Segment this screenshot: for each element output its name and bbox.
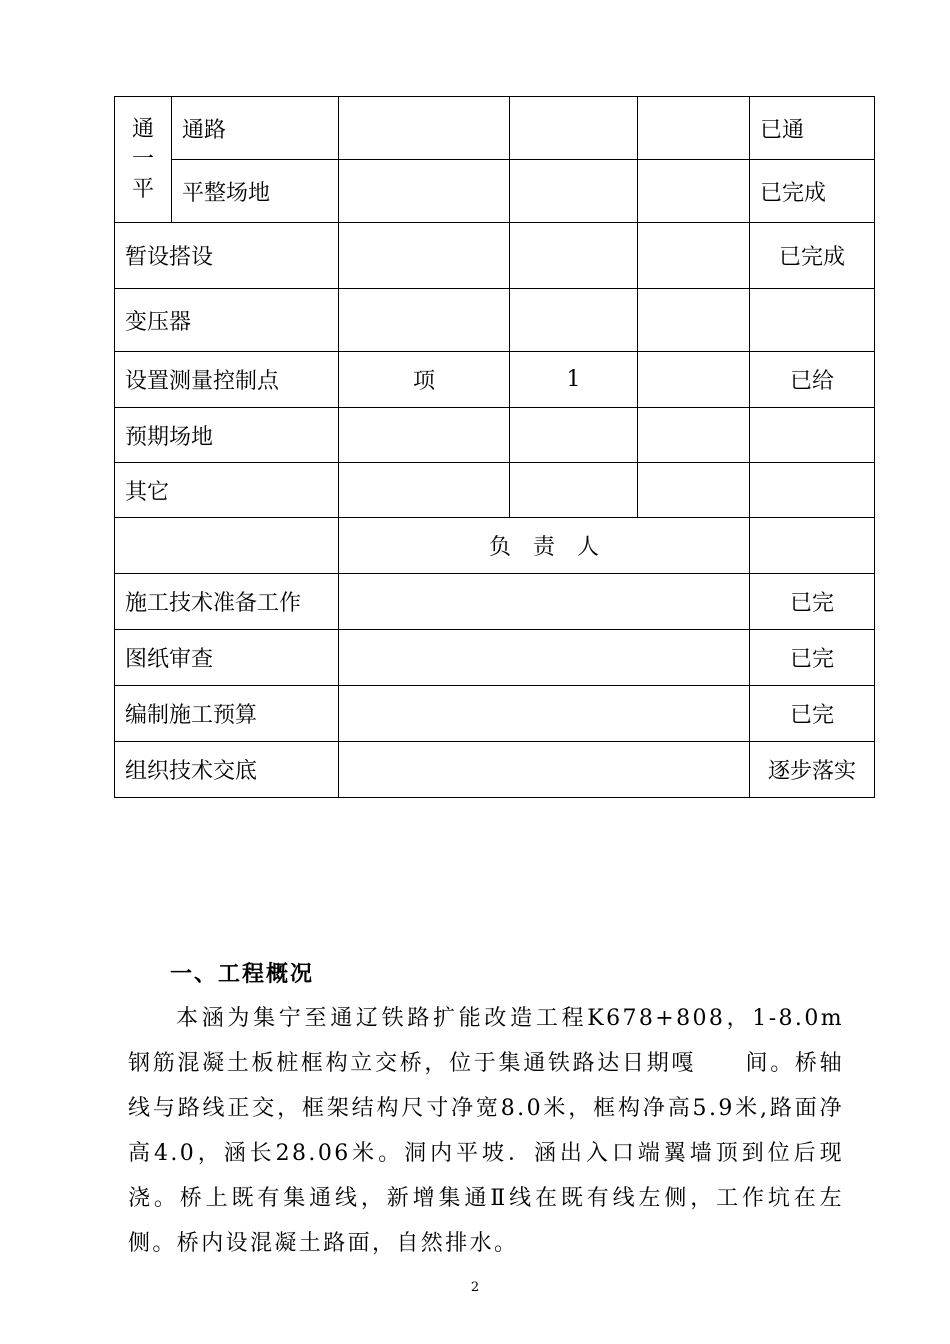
unit-cell — [339, 408, 510, 463]
status-cell: 已通 — [750, 97, 875, 160]
table-row — [115, 742, 875, 798]
item-cell: 暂设搭设 — [115, 223, 339, 289]
qty-cell — [510, 160, 638, 223]
table-row — [115, 160, 875, 223]
status-cell: 已完 — [750, 686, 875, 742]
unit-cell — [339, 160, 510, 223]
preparation-table — [114, 96, 875, 798]
status-cell: 已完成 — [750, 223, 875, 289]
section-heading: 一、工程概况 — [170, 961, 315, 987]
table-row — [115, 686, 875, 742]
status-cell: 已完 — [750, 630, 875, 686]
blank-cell — [638, 352, 750, 408]
group-label-char: 通 — [131, 116, 154, 142]
table-row — [115, 408, 875, 463]
status-cell — [750, 289, 875, 352]
responsible-cell — [339, 630, 750, 686]
item-cell: 施工技术准备工作 — [115, 574, 339, 630]
table-row — [115, 97, 875, 160]
blank-cell — [638, 289, 750, 352]
table-row — [115, 574, 875, 630]
project-overview-paragraph: 本涵为集宁至通辽铁路扩能改造工程K678+808，1-8.0m钢筋混凝土板桩框构立交桥，位于集通铁路达日期嘎 间。桥轴线与路线正交，框架结构尺寸净宽8.0米，框构净高5.9米,路面净高4.0，涵长28.06米。洞内平坡．涵出入口端翼墙顶到位后现浇。桥上既有集通线，新增集通Ⅱ线在既有线左侧，工作坑在左侧。桥内设混凝土路面，自然排水。 — [128, 1006, 844, 1256]
unit-cell — [339, 223, 510, 289]
table-row — [115, 518, 875, 574]
qty-cell: 1 — [510, 352, 638, 408]
group-label-char: 一 — [131, 146, 154, 172]
qty-cell — [510, 408, 638, 463]
qty-cell — [510, 97, 638, 160]
status-cell — [750, 463, 875, 518]
status-cell — [750, 518, 875, 574]
unit-cell — [339, 289, 510, 352]
responsible-cell — [339, 742, 750, 798]
blank-cell — [638, 223, 750, 289]
responsible-cell — [339, 574, 750, 630]
status-cell: 已完成 — [750, 160, 875, 223]
unit-cell — [339, 97, 510, 160]
group-label-cell — [115, 97, 172, 223]
table-row — [115, 223, 875, 289]
item-cell: 平整场地 — [172, 160, 339, 223]
item-cell: 通路 — [172, 97, 339, 160]
item-cell: 图纸审查 — [115, 630, 339, 686]
responsible-cell — [339, 686, 750, 742]
item-cell: 其它 — [115, 463, 339, 518]
item-cell: 变压器 — [115, 289, 339, 352]
qty-cell — [510, 223, 638, 289]
blank-cell — [638, 408, 750, 463]
item-cell: 编制施工预算 — [115, 686, 339, 742]
item-cell: 设置测量控制点 — [115, 352, 339, 408]
qty-cell — [510, 289, 638, 352]
page-number: 2 — [470, 1280, 480, 1295]
status-cell: 逐步落实 — [750, 742, 875, 798]
table-row — [115, 630, 875, 686]
blank-cell — [638, 97, 750, 160]
blank-cell — [638, 463, 750, 518]
table-row — [115, 289, 875, 352]
qty-cell — [510, 463, 638, 518]
table-row — [115, 352, 875, 408]
status-cell: 已给 — [750, 352, 875, 408]
blank-cell — [638, 160, 750, 223]
group-label-char: 平 — [131, 176, 154, 202]
item-cell: 组织技术交底 — [115, 742, 339, 798]
status-cell — [750, 408, 875, 463]
item-cell: 预期场地 — [115, 408, 339, 463]
table-row — [115, 463, 875, 518]
unit-cell — [339, 463, 510, 518]
responsible-header: 负 责 人 — [339, 518, 750, 574]
status-cell: 已完 — [750, 574, 875, 630]
unit-cell: 项 — [339, 352, 510, 408]
item-cell — [115, 518, 339, 574]
